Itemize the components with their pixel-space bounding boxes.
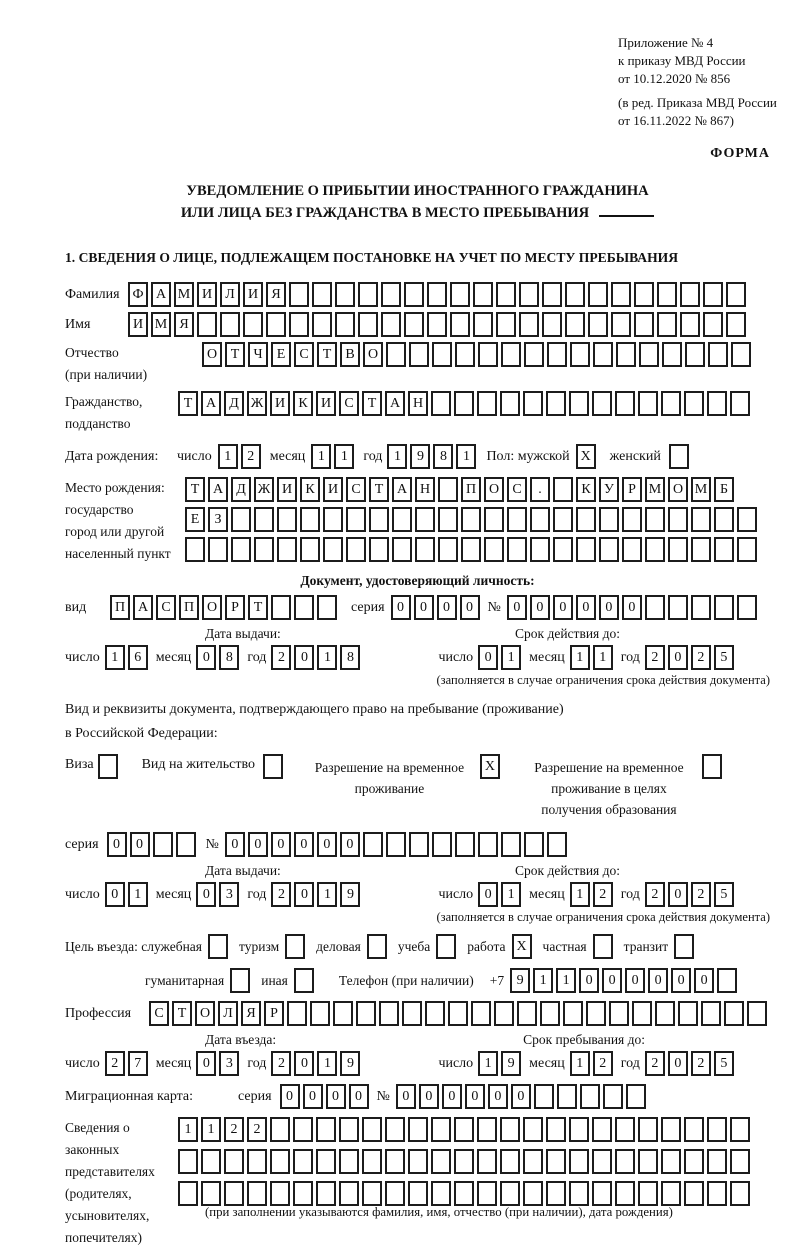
purpose-study-checkbox[interactable] — [436, 934, 456, 959]
purpose-private-label: частная — [542, 938, 587, 954]
citizenship-cells[interactable]: Т А Д Ж И К И С Т А Н — [178, 391, 750, 416]
month-label: месяц — [269, 448, 306, 464]
issue-date-head: Дата выдачи: — [205, 863, 281, 878]
birth-place-cells-row1[interactable]: Т А Д Ж И К И С Т А Н П О С . К У Р М О М Б — [185, 477, 757, 502]
purpose-transit-checkbox[interactable] — [674, 934, 694, 959]
patronymic-sublabel: (при наличии) — [65, 367, 148, 382]
purpose-other-label: иная — [261, 972, 288, 988]
surname-cells[interactable]: Ф А М И Л И Я — [128, 282, 746, 307]
valid-until-head: Срок действия до: — [515, 626, 620, 641]
year-label: год — [620, 1055, 640, 1071]
residence-series-row — [65, 832, 770, 857]
residence-dates-row — [65, 882, 770, 907]
residence-options-row — [65, 754, 770, 820]
purpose-row2 — [145, 968, 770, 993]
year-label: год — [620, 649, 640, 665]
doc-valid-year[interactable]: 2 0 2 5 — [645, 645, 734, 670]
year-label: год — [247, 886, 267, 902]
phone-prefix: +7 — [489, 972, 505, 988]
phone-label: Телефон (при наличии) — [338, 972, 474, 988]
representatives-cells-row1[interactable]: 1 1 2 2 — [178, 1117, 750, 1142]
doc-issue-month[interactable]: 0 8 — [196, 645, 239, 670]
month-label: месяц — [155, 649, 192, 665]
migration-card-row — [65, 1084, 770, 1109]
series-label: серия — [65, 836, 99, 852]
purpose-business-checkbox[interactable] — [367, 934, 387, 959]
stay-day[interactable]: 1 9 — [478, 1051, 521, 1076]
year-label: год — [620, 886, 640, 902]
residence-valid-year[interactable]: 2 0 2 5 — [645, 882, 734, 907]
appendix-line: от 10.12.2020 № 856 — [618, 71, 731, 86]
doc-series-cells[interactable]: 0 0 0 0 — [391, 595, 480, 620]
residence-permit-checkbox[interactable] — [263, 754, 283, 779]
residence-date-heads — [65, 863, 770, 879]
residence-doc-intro — [65, 698, 770, 746]
birth-day-cells[interactable]: 1 2 — [218, 444, 261, 469]
phone-cells[interactable]: 9 1 1 0 0 0 0 0 0 — [510, 968, 737, 993]
migration-card-label: Миграционная карта: — [65, 1088, 194, 1104]
purpose-tourism-checkbox[interactable] — [285, 934, 305, 959]
doc-kind-label: вид — [65, 599, 87, 615]
citizenship-label: Гражданство, — [65, 394, 143, 409]
profession-cells[interactable]: С Т О Л Я Р — [149, 1001, 767, 1026]
entry-day[interactable]: 2 7 — [105, 1051, 148, 1076]
month-label: месяц — [155, 1055, 192, 1071]
day-label: число — [438, 1055, 474, 1071]
purpose-transit-label: транзит — [623, 938, 669, 954]
representatives-cells-row3[interactable] — [178, 1181, 750, 1206]
entry-dates-row — [65, 1051, 770, 1076]
residence-valid-day[interactable]: 0 1 — [478, 882, 521, 907]
residence-series-cells[interactable]: 0 0 — [107, 832, 196, 857]
birth-place-label-settlement: населенный пункт — [65, 546, 171, 561]
sex-label: Пол: мужской — [486, 448, 570, 464]
stay-month[interactable]: 1 2 — [570, 1051, 613, 1076]
identity-doc-date-heads — [65, 626, 770, 642]
month-label: месяц — [155, 886, 192, 902]
sex-female-checkbox[interactable] — [669, 444, 689, 469]
doc-issue-year[interactable]: 2 0 1 8 — [271, 645, 360, 670]
doc-kind-cells[interactable]: П А С П О Р Т — [110, 595, 337, 620]
temp-residence-checkbox[interactable]: X — [480, 754, 500, 779]
birth-place-cells-row2[interactable]: Е З — [185, 507, 757, 532]
profession-row — [65, 1001, 770, 1026]
doc-valid-month[interactable]: 1 1 — [570, 645, 613, 670]
series-label: серия — [238, 1088, 272, 1104]
doc-number-cells[interactable]: 0 0 0 0 0 0 — [507, 595, 757, 620]
month-label: месяц — [529, 649, 565, 665]
purpose-other-checkbox[interactable] — [294, 968, 314, 993]
purpose-private-checkbox[interactable] — [593, 934, 613, 959]
purpose-tourism-label: туризм — [239, 938, 280, 954]
doc-valid-day[interactable]: 0 1 — [478, 645, 521, 670]
identity-doc-row — [65, 595, 770, 620]
sex-male-checkbox[interactable]: X — [576, 444, 596, 469]
valid-until-head: Срок действия до: — [515, 863, 620, 878]
patronymic-label: Отчество — [65, 345, 119, 360]
birth-place-block — [65, 477, 770, 565]
birth-place-cells-row3[interactable] — [185, 537, 757, 562]
residence-number-cells[interactable]: 0 0 0 0 0 0 — [225, 832, 567, 857]
temp-residence-edu-label: Разрешение на временное проживание в целях получения образования — [534, 760, 684, 817]
patronymic-row — [65, 342, 770, 386]
year-label: год — [247, 1055, 267, 1071]
entry-month[interactable]: 0 3 — [196, 1051, 239, 1076]
entry-year[interactable]: 2 0 1 9 — [271, 1051, 360, 1076]
number-label: № — [376, 1088, 390, 1104]
visa-checkbox[interactable] — [98, 754, 118, 779]
birth-year-cells[interactable]: 1 9 8 1 — [387, 444, 476, 469]
validity-note: (заполняется в случае ограничения срока действия документа) — [436, 910, 770, 924]
day-label: число — [438, 886, 474, 902]
issue-date-head: Дата выдачи: — [205, 626, 281, 641]
month-label: месяц — [529, 1055, 565, 1071]
residence-doc-intro-line1: Вид и реквизиты документа, подтверждающего право на пребывание (проживание) — [65, 702, 564, 717]
appendix-line: к приказу МВД России — [618, 53, 746, 68]
validity-note: (заполняется в случае ограничения срока действия документа) — [436, 673, 770, 687]
number-label: № — [487, 599, 501, 615]
representatives-note: (при заполнении указываются фамилия, имя, отчество (при наличии), дата рождения) — [205, 1205, 673, 1219]
birth-place-label-state: государство — [65, 502, 134, 517]
forma-label: ФОРМА — [710, 146, 770, 161]
birth-month-cells[interactable]: 1 1 — [311, 444, 354, 469]
purpose-work-label: работа — [467, 938, 506, 954]
representatives-label: Сведения о — [65, 1120, 130, 1135]
birth-place-label-city: город или другой — [65, 524, 165, 539]
day-label: число — [438, 649, 474, 665]
purpose-work-checkbox[interactable]: X — [512, 934, 532, 959]
residence-issue-month[interactable]: 0 3 — [196, 882, 239, 907]
birth-place-label: Место рождения: — [65, 480, 165, 495]
surname-label: Фамилия — [65, 286, 120, 302]
purpose-humanitarian-label: гуманитарная — [145, 972, 225, 988]
year-label: год — [247, 649, 267, 665]
identity-doc-heading: Документ, удостоверяющий личность: — [300, 573, 535, 588]
name-cells[interactable]: И М Я — [128, 312, 746, 337]
stay-year[interactable]: 2 0 2 5 — [645, 1051, 734, 1076]
stay-until-head: Срок пребывания до: — [523, 1032, 645, 1047]
entry-date-head: Дата въезда: — [205, 1032, 277, 1047]
day-label: число — [177, 448, 212, 464]
month-label: месяц — [529, 886, 565, 902]
appendix-line: (в ред. Приказа МВД России — [618, 95, 777, 110]
appendix-line: от 16.11.2022 № 867) — [618, 113, 735, 128]
migration-number-cells[interactable]: 0 0 0 0 0 0 — [396, 1084, 646, 1109]
day-label: число — [65, 649, 100, 665]
day-label: число — [65, 1055, 100, 1071]
name-row — [65, 312, 770, 337]
purpose-lead-label: Цель въезда: служебная — [65, 938, 202, 954]
title-underline — [599, 215, 654, 217]
day-label: число — [65, 886, 100, 902]
citizenship-row — [65, 391, 770, 435]
section1-heading: 1. СВЕДЕНИЯ О ЛИЦЕ, ПОДЛЕЖАЩЕМ ПОСТАНОВКЕ НА УЧЕТ ПО МЕСТУ ПРЕБЫВАНИЯ — [65, 250, 679, 265]
residence-issue-year[interactable]: 2 0 1 9 — [271, 882, 360, 907]
purpose-business-label: деловая — [316, 938, 361, 954]
number-label: № — [205, 836, 219, 852]
temp-residence-label: Разрешение на временное проживание — [314, 760, 465, 796]
purpose-official-checkbox[interactable] — [208, 934, 228, 959]
residence-permit-label: Вид на жительство — [141, 757, 255, 772]
visa-label: Виза — [65, 757, 94, 772]
appendix-block — [618, 34, 800, 130]
series-label: серия — [351, 599, 385, 615]
profession-label: Профессия — [65, 1005, 132, 1021]
form-title — [65, 180, 770, 224]
sex-female-label: женский — [609, 448, 661, 464]
form-title-line2: ИЛИ ЛИЦА БЕЗ ГРАЖДАНСТВА В МЕСТО ПРЕБЫВАНИЯ — [180, 205, 590, 221]
name-label: Имя — [65, 316, 91, 332]
citizenship-sublabel: подданство — [65, 416, 131, 431]
entry-date-heads — [65, 1032, 770, 1048]
representatives-cells-row2[interactable] — [178, 1149, 750, 1174]
birth-date-label: Дата рождения: — [65, 448, 159, 464]
purpose-humanitarian-checkbox[interactable] — [230, 968, 250, 993]
form-title-line1: УВЕДОМЛЕНИЕ О ПРИБЫТИИ ИНОСТРАННОГО ГРАЖДАНИНА — [186, 183, 649, 199]
purpose-study-label: учеба — [397, 938, 431, 954]
residence-valid-month[interactable]: 1 2 — [570, 882, 613, 907]
year-label: год — [363, 448, 383, 464]
purpose-row — [65, 934, 770, 959]
temp-residence-edu-checkbox[interactable] — [702, 754, 722, 779]
residence-issue-day[interactable]: 0 1 — [105, 882, 148, 907]
migration-series-cells[interactable]: 0 0 0 0 — [280, 1084, 369, 1109]
identity-doc-dates-row — [65, 645, 770, 670]
residence-doc-intro-line2: в Российской Федерации: — [65, 726, 218, 741]
doc-issue-day[interactable]: 1 6 — [105, 645, 148, 670]
surname-row — [65, 282, 770, 307]
representatives-block: Сведения о законных представителях (родителях, усыновителях, попечителях) 1 1 2 2 — [65, 1117, 770, 1249]
patronymic-cells[interactable]: О Т Ч Е С Т В О — [202, 342, 751, 367]
appendix-line: Приложение № 4 — [618, 35, 714, 50]
birth-date-row — [65, 444, 770, 469]
